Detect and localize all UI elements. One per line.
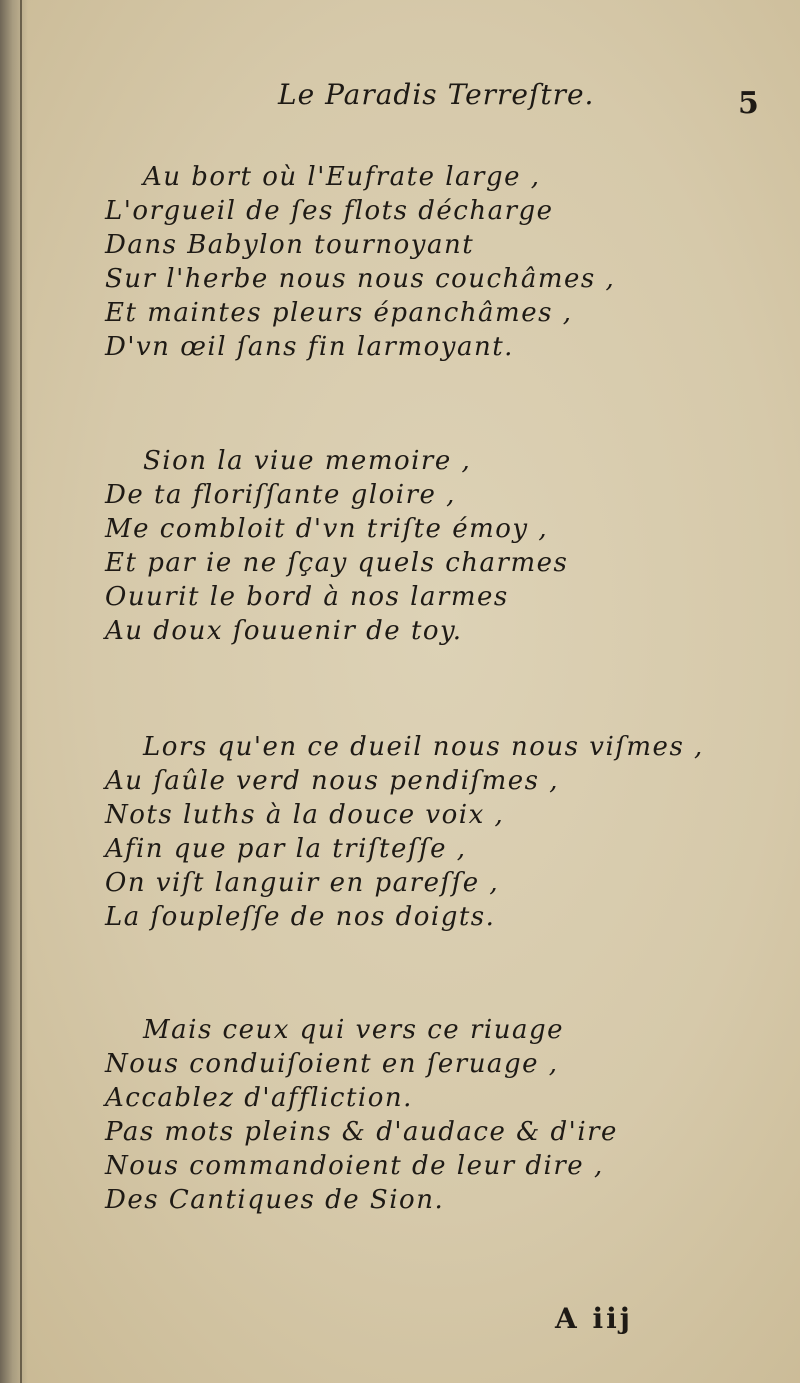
verse-line: De ta floriſſante gloire , (105, 480, 456, 510)
stanza-1 (105, 160, 615, 364)
signature-mark: A iij (555, 1302, 633, 1335)
page-number: 5 (738, 86, 759, 121)
verse-line: Des Cantiques de Sion. (105, 1185, 445, 1215)
verse-line: L'orgueil de ſes flots décharge (105, 196, 554, 226)
verse-line: Mais ceux qui vers ce riuage (143, 1015, 564, 1045)
verse-line: Nots luths à la douce voix , (105, 800, 505, 830)
verse-line: Afin que par la triſteſſe , (105, 834, 467, 864)
stanza-4 (105, 1013, 618, 1217)
verse-line: Nous commandoient de leur dire , (105, 1151, 604, 1181)
verse-line: Au bort où l'Eufrate large , (143, 162, 541, 192)
verse-line: Sur l'herbe nous nous couchâmes , (105, 264, 616, 294)
stanza-2 (105, 444, 568, 648)
page-gutter-shadow (0, 0, 28, 1383)
verse-line: Me combloit d'vn triſte émoy , (105, 514, 549, 544)
verse-line: Au ſaûle verd nous pendiſmes , (105, 766, 560, 796)
verse-line: D'vn œil ſans fin larmoyant. (105, 332, 514, 362)
verse-line: Lors qu'en ce dueil nous nous viſmes , (143, 732, 704, 762)
verse-line: Ouurit le bord à nos larmes (105, 582, 509, 612)
binding-fold-line (20, 0, 22, 1383)
verse-line: Et par ie ne ſçay quels charmes (105, 548, 569, 578)
running-title: Le Paradis Terreſtre. (278, 78, 595, 111)
stanza-3 (105, 730, 704, 934)
verse-line: Sion la viue memoire , (143, 446, 472, 476)
verse-line: Au doux ſouuenir de toy. (105, 616, 463, 646)
verse-line: Nous conduiſoient en ſeruage , (105, 1049, 559, 1079)
verse-line: On viſt languir en pareſſe , (105, 868, 500, 898)
verse-line: La ſoupleſſe de nos doigts. (105, 902, 496, 932)
verse-line: Pas mots pleins & d'audace & d'ire (105, 1117, 618, 1147)
verse-line: Dans Babylon tournoyant (105, 230, 475, 260)
verse-line: Et maintes pleurs épanchâmes , (105, 298, 573, 328)
verse-line: Accablez d'affliction. (105, 1083, 413, 1113)
